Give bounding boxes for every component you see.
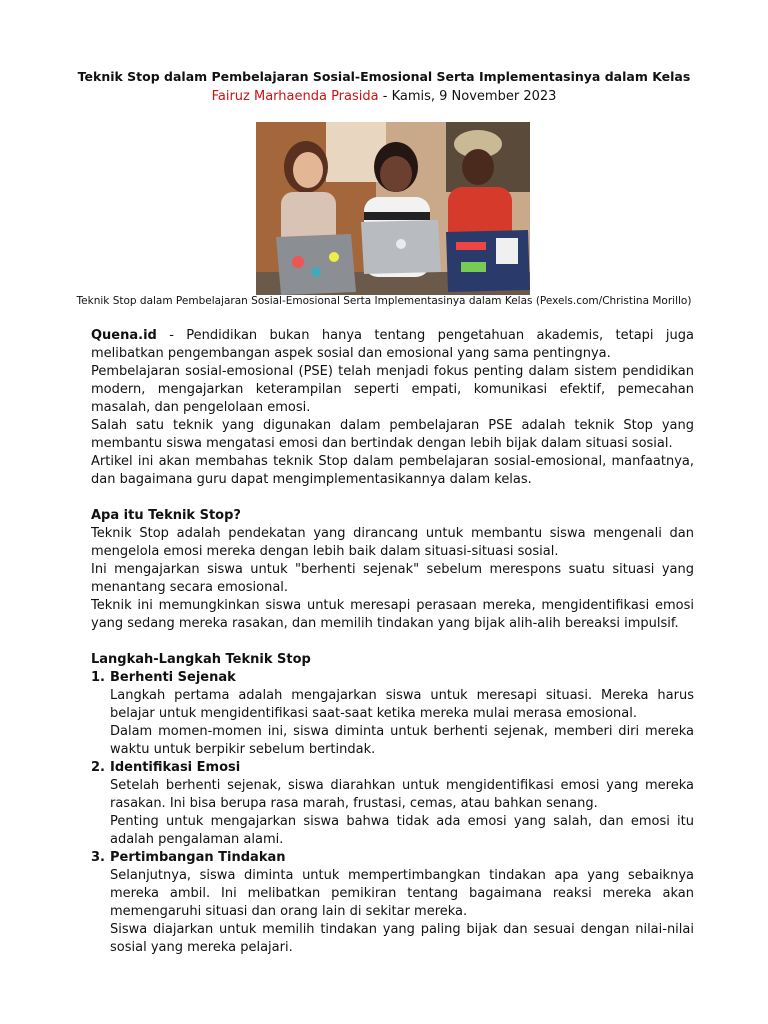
step-paragraph: Langkah pertama adalah mengajarkan siswa untuk meresapi situasi. Mereka harus belajar untuk mengidentifikasi saat-saat ketika mereka mulai merasa emosional. — [110, 688, 694, 721]
article-title: Teknik Stop dalam Pembelajaran Sosial-Emosional Serta Implementasinya dalam Kelas — [77, 69, 691, 84]
step-title — [91, 849, 694, 867]
brand-name: Quena.id — [91, 328, 157, 343]
intro-paragraph-1 — [91, 327, 694, 363]
section-heading-steps: Langkah-Langkah Teknik Stop — [91, 652, 311, 667]
section1-paragraph-2: Ini mengajarkan siswa untuk "berhenti sejenak" sebelum merespons suatu situasi yang menantang secara emosional. — [91, 562, 694, 595]
step-item — [91, 849, 694, 957]
step-number: 2. — [91, 760, 105, 775]
step-body — [91, 777, 694, 849]
step-paragraph: Selanjutnya, siswa diminta untuk mempertimbangkan tindakan apa yang sebaiknya mereka ambil. Ini melibatkan pemikiran tentang bagaimana reaksi mereka akan memengaruhi situasi dan orang lain di sekitar mereka. — [110, 868, 694, 919]
step-title — [91, 759, 694, 777]
step-title — [91, 669, 694, 687]
step-item — [91, 669, 694, 759]
step-paragraph: Siswa diajarkan untuk memilih tindakan yang paling bijak dan sesuai dengan nilai-nilai sosial yang mereka pelajari. — [110, 922, 694, 955]
section1-paragraph-3: Teknik ini memungkinkan siswa untuk meresapi perasaan mereka, mengidentifikasi emosi yang sedang mereka rasakan, dan memilih tindakan yang bijak alih-alih bereaksi impulsif. — [91, 598, 694, 631]
steps-list — [91, 669, 694, 957]
intro-paragraph-3: Salah satu teknik yang digunakan dalam pembelajaran PSE adalah teknik Stop yang membantu siswa mengatasi emosi dan bertindak dengan lebih bijak dalam situasi sosial. — [91, 418, 694, 451]
step-title-text: Pertimbangan Tindakan — [110, 850, 286, 865]
step-number: 1. — [91, 670, 105, 685]
intro-text-1: - Pendidikan bukan hanya tentang pengetahuan akademis, tetapi juga melibatkan pengembangan aspek sosial dan emosional yang sama pentingnya. — [91, 328, 694, 361]
step-title-text: Berhenti Sejenak — [110, 670, 236, 685]
step-title-text: Identifikasi Emosi — [110, 760, 241, 775]
article-photo — [256, 122, 530, 295]
step-item — [91, 759, 694, 849]
intro-paragraph-2: Pembelajaran sosial-emosional (PSE) telah menjadi fokus penting dalam sistem pendidikan modern, mengajarkan keterampilan seperti empati, komunikasi efektif, pemecahan masalah, dan pengelolaan emosi. — [91, 364, 694, 415]
step-paragraph: Dalam momen-momen ini, siswa diminta untuk berhenti sejenak, memberi diri mereka waktu untuk berpikir sebelum bertindak. — [110, 724, 694, 757]
article-body — [91, 327, 694, 957]
section-heading-what-is: Apa itu Teknik Stop? — [91, 508, 241, 523]
step-paragraph: Penting untuk mengajarkan siswa bahwa tidak ada emosi yang salah, dan emosi itu adalah pengalaman alami. — [110, 814, 694, 847]
step-body — [91, 867, 694, 957]
intro-paragraph-4: Artikel ini akan membahas teknik Stop dalam pembelajaran sosial-emosional, manfaatnya, dan bagaimana guru dapat mengimplementasikannya dalam kelas. — [91, 454, 694, 487]
step-number: 3. — [91, 850, 105, 865]
image-caption: Teknik Stop dalam Pembelajaran Sosial-Emosional Serta Implementasinya dalam Kelas (Pexels.com/Christina Morillo) — [76, 295, 692, 307]
publish-date: Kamis, 9 November 2023 — [391, 89, 557, 104]
step-body — [91, 687, 694, 759]
section1-paragraph-1: Teknik Stop adalah pendekatan yang dirancang untuk membantu siswa mengenali dan mengelola emosi mereka dengan lebih baik dalam situasi-situasi sosial. — [91, 526, 694, 559]
article-byline — [60, 88, 708, 105]
author-name: Fairuz Marhaenda Prasida — [211, 89, 379, 104]
byline-separator: - — [378, 89, 392, 104]
step-paragraph: Setelah berhenti sejenak, siswa diarahkan untuk mengidentifikasi emosi yang mereka rasakan. Ini bisa berupa rasa marah, frustasi, cemas, atau bahkan senang. — [110, 778, 694, 811]
